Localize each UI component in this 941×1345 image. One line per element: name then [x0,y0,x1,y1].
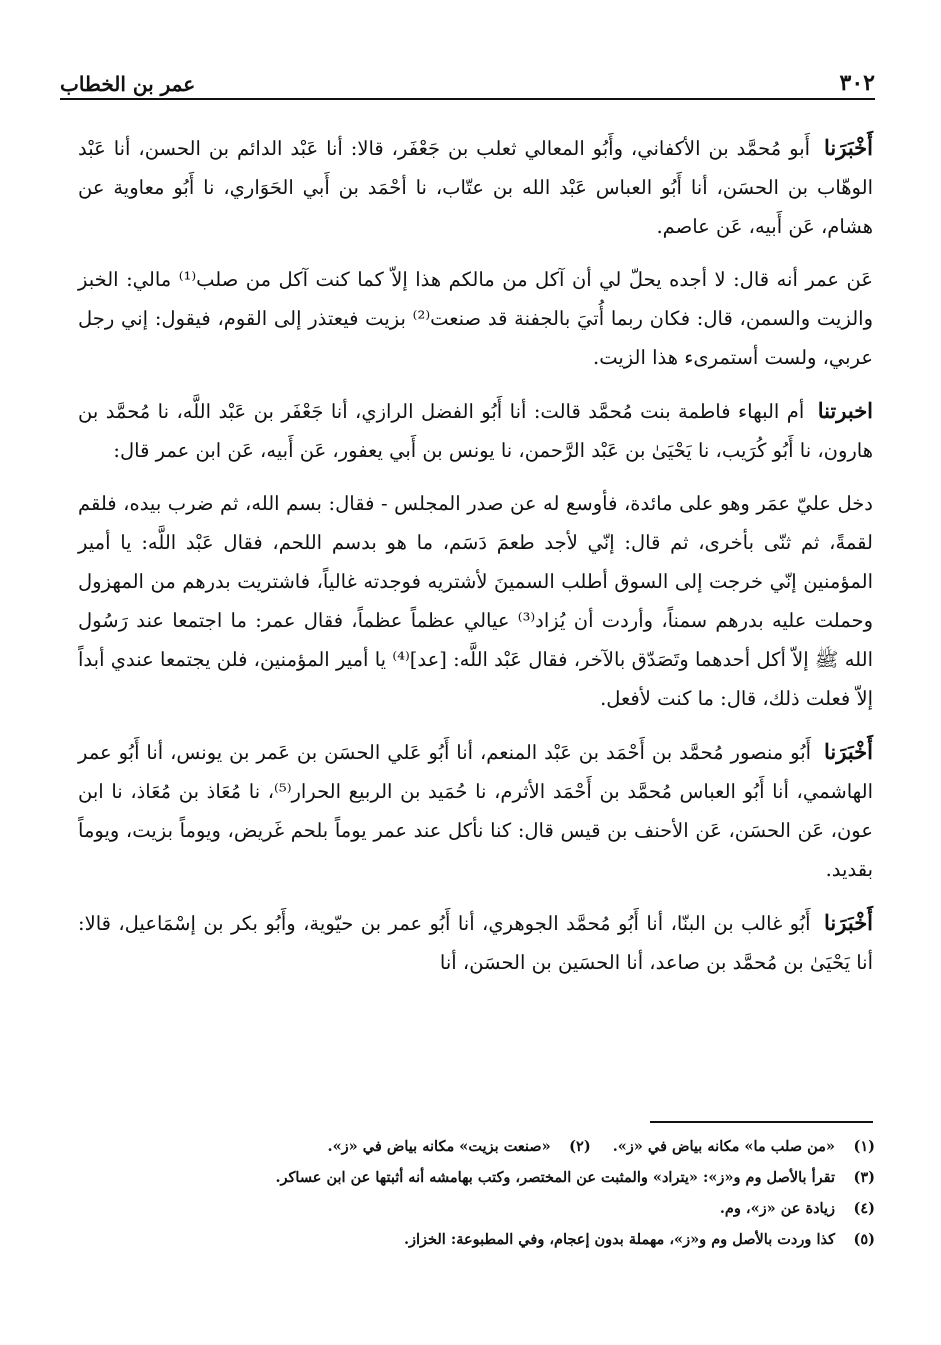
paragraph-lead: أَخْبَرَنا [824,739,873,764]
footnote-row [170,1162,875,1193]
paragraph-lead: اخبرتنا [817,398,874,423]
main-text [78,128,873,996]
footnote-3 [275,1162,875,1193]
footnote-row [170,1224,875,1255]
paragraph-text: أم البهاء فاطمة بنت مُحمَّد قالت: أنا أَبُو الفضل الرازي، أنا جَعْفَر بن عَبْد اللَّه، نا مُحمَّد بن هارون، نا أَبُو كُرَيب، نا يَحْيَىٰ بن عَبْد الرَّحمن، نا يونس بن أَبي يعفور، عَن أَبيه، عَن ابن عمر قال: [78,400,873,462]
footnote-row [170,1193,875,1224]
footnote-number: (٤) [853,1200,875,1217]
footnote-5 [404,1224,875,1255]
footnote-text: «من صلب ما» مكانه بياض في «ز». [612,1138,835,1155]
footnotes [170,1131,875,1255]
paragraph [78,260,873,377]
footnote-text: «صنعت بزيت» مكانه بياض في «ز». [327,1138,551,1155]
footnote-divider [650,1121,873,1123]
paragraph-lead: أَخْبَرَنا [824,135,873,160]
paragraph-text: عَن عمر أنه قال: لا أجده يحلّ لي أن آكل من مالكم هذا إلاّ كما كنت آكل من صلب⁽¹⁾ مالي: الخبز والزيت والسمن، قال: فكان ربما أُتيَ بالجفنة قد صنعت⁽²⁾ بزيت فيعتذر إلى القوم، فيقول: إني رجل عربي، ولست أستمرىء هذا الزيت. [78,268,873,369]
paragraph-text: أَبو مُحمَّد بن الأكفاني، وأَبُو المعالي ثعلب بن جَعْفَر، قالا: أنا عَبْد الدائم بن الحسن، أنا عَبْد الوهّاب بن الحسَن، أنا أَبُو العباس عَبْد الله بن عتّاب، نا أحْمَد بن أَبي الحَوَاري، نا أَبُو معاوية عن هشام، عَن أَبيه، عَن عاصم. [78,137,873,238]
paragraph-text: دخل عليّ عمَر وهو على مائدة، فأوسع له عن صدر المجلس - فقال: بسم الله، ثم ضرب بيده، فلقم لقمةً، ثم ثنّى بأخرى، ثم قال: إنّي لأجد طعمَ دَسَم، ما هو بدسم اللحم، فقال عَبْد اللَّه: يا أمير المؤمنين إنّي خرجت إلى السوق أطلب السمينَ لأشتريه فوجدته غالياً، فاشتريت بدرهم من المهزول وحملت عليه بدرهم سمناً، وأردت أن يُزاد⁽³⁾ عيالي عظماً عظماً، فقال عمر: ما اجتمعا عند رَسُول الله ﷺ إلاّ أكل أحدهما وتَصَدّق بالآخر، فقال عَبْد اللَّه: [عد]⁽⁴⁾ يا أمير المؤمنين، فلن يجتمعا عندي أبداً إلاّ فعلت ذلك، قال: ما كنت لأفعل. [78,492,873,710]
footnote-text: تقرأ بالأصل وم و«ز»: «يتراد» والمثبت عن المختصر، وكتب بهامشه أنه أثبتها عن ابن عساكر. [275,1169,835,1186]
paragraph-text: أَبُو غالب بن البنّا، أنا أَبُو مُحمَّد الجوهري، أنا أَبُو عمر بن حيّوية، وأَبُو بكر بن إسْمَاعيل، قالا: أنا يَحْيَىٰ بن مُحمَّد بن صاعد، أنا الحسَين بن الحسَن، أنا [78,912,873,974]
footnote-row [170,1131,875,1162]
paragraph [78,732,873,889]
footnote-text: كذا وردت بالأصل وم و«ز»، مهملة بدون إعجام، وفي المطبوعة: الخزاز. [403,1231,835,1248]
running-title: عمر بن الخطاب [60,72,196,96]
footnote-text: زيادة عن «ز»، وم. [719,1200,835,1217]
paragraph [78,128,873,246]
page-number: ٣٠٢ [839,70,875,96]
footnote-number: (٥) [853,1231,875,1248]
paragraph-text: أَبُو منصور مُحمَّد بن أَحْمَد بن عَبْد المنعم، أنا أَبُو عَلي الحسَن بن عَمر بن يونس، أنا أَبُو عمر الهاشمي، أنا أَبُو العباس مُحمَّد بن أَحْمَد الأثرم، نا حُمَيد بن الربيع الحرار⁽⁵⁾، نا مُعَاذ بن مُعَاذ، نا ابن عون، عَن الحسَن، عَن الأحنف بن قيس قال: كنا نأكل عند عمر يوماً بلحم غَريض، ويوماً بزيت، ويوماً بقديد. [78,741,873,881]
paragraph [78,484,873,718]
footnote-2 [328,1131,591,1162]
footnote-number: (٢) [569,1138,591,1155]
paragraph [78,903,873,982]
paragraph-lead: أَخْبَرَنا [824,910,874,935]
page-header [60,64,875,100]
footnote-number: (٣) [853,1169,875,1186]
footnote-1 [613,1131,875,1162]
footnote-4 [720,1193,875,1224]
footnote-number: (١) [853,1138,875,1155]
paragraph [78,391,873,470]
